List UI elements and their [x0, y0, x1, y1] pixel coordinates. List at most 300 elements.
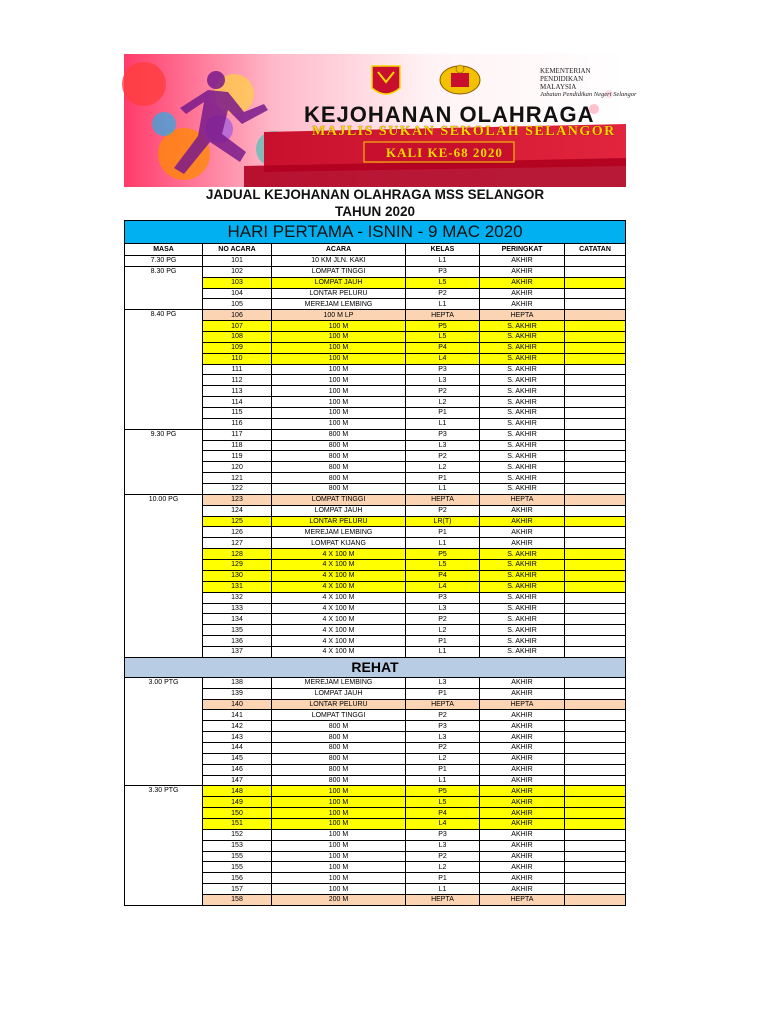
notes-cell — [565, 840, 626, 851]
notes-cell — [565, 462, 626, 473]
event-number-cell: 106 — [203, 310, 272, 321]
event-number-cell: 129 — [203, 560, 272, 571]
stage-cell: AKHIR — [480, 732, 565, 743]
event-number-cell: 123 — [203, 494, 272, 505]
stage-cell: S. AKHIR — [480, 408, 565, 419]
stage-cell: S. AKHIR — [480, 342, 565, 353]
event-number-cell: 127 — [203, 538, 272, 549]
stage-cell: S. AKHIR — [480, 451, 565, 462]
notes-cell — [565, 516, 626, 527]
col-kelas: KELAS — [406, 244, 480, 256]
class-cell: L1 — [406, 884, 480, 895]
event-number-cell: 155 — [203, 862, 272, 873]
stage-cell: AKHIR — [480, 742, 565, 753]
class-cell: L2 — [406, 397, 480, 408]
event-number-cell: 101 — [203, 256, 272, 267]
event-number-cell: 133 — [203, 603, 272, 614]
event-number-cell: 131 — [203, 581, 272, 592]
table-row — [125, 677, 626, 688]
event-number-cell: 115 — [203, 408, 272, 419]
notes-cell — [565, 538, 626, 549]
stage-cell: S. AKHIR — [480, 386, 565, 397]
event-name-cell: LONTAR PELURU — [272, 516, 406, 527]
notes-cell — [565, 256, 626, 267]
stage-cell: AKHIR — [480, 288, 565, 299]
event-number-cell: 155 — [203, 851, 272, 862]
event-name-cell: LOMPAT TINGGI — [272, 266, 406, 277]
table-row — [125, 310, 626, 321]
event-number-cell: 158 — [203, 894, 272, 905]
break-label: REHAT — [125, 657, 626, 677]
notes-cell — [565, 451, 626, 462]
stage-cell: AKHIR — [480, 764, 565, 775]
stage-cell: HEPTA — [480, 894, 565, 905]
notes-cell — [565, 753, 626, 764]
notes-cell — [565, 386, 626, 397]
banner-edition: KALI KE-68 2020 — [386, 145, 503, 160]
class-cell: P5 — [406, 549, 480, 560]
notes-cell — [565, 829, 626, 840]
event-number-cell: 135 — [203, 625, 272, 636]
notes-cell — [565, 494, 626, 505]
event-number-cell: 125 — [203, 516, 272, 527]
stage-cell: AKHIR — [480, 527, 565, 538]
class-cell: L1 — [406, 299, 480, 310]
event-name-cell: 4 X 100 M — [272, 560, 406, 571]
class-cell: L4 — [406, 353, 480, 364]
class-cell: L1 — [406, 775, 480, 786]
stage-cell: AKHIR — [480, 873, 565, 884]
event-name-cell: LOMPAT JAUH — [272, 688, 406, 699]
ministry-dept: Jabatan Pendidikan Negeri Selangor — [540, 91, 637, 98]
event-name-cell: 100 M — [272, 321, 406, 332]
notes-cell — [565, 818, 626, 829]
event-name-cell: 100 M — [272, 840, 406, 851]
ministry-line: KEMENTERIAN — [540, 67, 591, 75]
event-name-cell: 800 M — [272, 473, 406, 484]
event-number-cell: 108 — [203, 332, 272, 343]
document-title: JADUAL KEJOHANAN OLAHRAGA MSS SELANGOR — [205, 187, 545, 202]
stage-cell: S. AKHIR — [480, 614, 565, 625]
stage-cell: AKHIR — [480, 818, 565, 829]
class-cell: L2 — [406, 753, 480, 764]
event-name-cell: 100 M — [272, 375, 406, 386]
event-number-cell: 140 — [203, 699, 272, 710]
notes-cell — [565, 592, 626, 603]
class-cell: P4 — [406, 808, 480, 819]
class-cell: L5 — [406, 277, 480, 288]
notes-cell — [565, 440, 626, 451]
event-number-cell: 144 — [203, 742, 272, 753]
event-number-cell: 153 — [203, 840, 272, 851]
stage-cell: AKHIR — [480, 710, 565, 721]
class-cell: P2 — [406, 710, 480, 721]
mss-logo — [372, 66, 400, 94]
stage-cell: AKHIR — [480, 808, 565, 819]
stage-cell: S. AKHIR — [480, 353, 565, 364]
class-cell: P2 — [406, 505, 480, 516]
stage-cell: AKHIR — [480, 277, 565, 288]
event-name-cell: 100 M — [272, 786, 406, 797]
event-number-cell: 126 — [203, 527, 272, 538]
event-number-cell: 118 — [203, 440, 272, 451]
class-cell: P1 — [406, 636, 480, 647]
notes-cell — [565, 418, 626, 429]
class-cell: L3 — [406, 440, 480, 451]
event-number-cell: 152 — [203, 829, 272, 840]
event-banner — [124, 54, 637, 187]
notes-cell — [565, 299, 626, 310]
notes-cell — [565, 603, 626, 614]
class-cell: L3 — [406, 732, 480, 743]
class-cell: P3 — [406, 364, 480, 375]
notes-cell — [565, 732, 626, 743]
time-cell: 10.00 PG — [125, 494, 203, 657]
event-name-cell: LOMPAT TINGGI — [272, 710, 406, 721]
class-cell: L5 — [406, 797, 480, 808]
event-name-cell: 100 M — [272, 808, 406, 819]
class-cell: P1 — [406, 764, 480, 775]
event-name-cell: 200 M — [272, 894, 406, 905]
notes-cell — [565, 710, 626, 721]
class-cell: P3 — [406, 721, 480, 732]
notes-cell — [565, 699, 626, 710]
notes-cell — [565, 851, 626, 862]
event-name-cell: LONTAR PELURU — [272, 699, 406, 710]
event-name-cell: 100 M — [272, 386, 406, 397]
banner-subtitle: MAJLIS SUKAN SEKOLAH SELANGOR — [312, 124, 616, 139]
notes-cell — [565, 332, 626, 343]
class-cell: P4 — [406, 342, 480, 353]
notes-cell — [565, 397, 626, 408]
class-cell: P3 — [406, 592, 480, 603]
event-name-cell: 4 X 100 M — [272, 549, 406, 560]
stage-cell: S. AKHIR — [480, 321, 565, 332]
notes-cell — [565, 775, 626, 786]
class-cell: HEPTA — [406, 894, 480, 905]
column-header-row — [125, 244, 626, 256]
event-name-cell: 100 M — [272, 873, 406, 884]
class-cell: P2 — [406, 851, 480, 862]
class-cell: L3 — [406, 840, 480, 851]
event-name-cell: 4 X 100 M — [272, 581, 406, 592]
event-number-cell: 105 — [203, 299, 272, 310]
stage-cell: S. AKHIR — [480, 429, 565, 440]
event-name-cell: 4 X 100 M — [272, 614, 406, 625]
day-header-row — [125, 221, 626, 244]
class-cell: L1 — [406, 484, 480, 495]
notes-cell — [565, 570, 626, 581]
event-name-cell: 100 M — [272, 332, 406, 343]
notes-cell — [565, 277, 626, 288]
notes-cell — [565, 505, 626, 516]
class-cell: L2 — [406, 462, 480, 473]
class-cell: P5 — [406, 786, 480, 797]
stage-cell: AKHIR — [480, 688, 565, 699]
stage-cell: S. AKHIR — [480, 625, 565, 636]
event-number-cell: 128 — [203, 549, 272, 560]
class-cell: L1 — [406, 646, 480, 657]
notes-cell — [565, 742, 626, 753]
table-row — [125, 429, 626, 440]
event-number-cell: 137 — [203, 646, 272, 657]
stage-cell: S. AKHIR — [480, 462, 565, 473]
notes-cell — [565, 310, 626, 321]
notes-cell — [565, 797, 626, 808]
event-name-cell: 100 M — [272, 353, 406, 364]
event-number-cell: 109 — [203, 342, 272, 353]
stage-cell: AKHIR — [480, 851, 565, 862]
class-cell: P3 — [406, 829, 480, 840]
stage-cell: S. AKHIR — [480, 484, 565, 495]
ministry-line: PENDIDIKAN — [540, 75, 584, 83]
event-name-cell: 4 X 100 M — [272, 646, 406, 657]
stage-cell: S. AKHIR — [480, 418, 565, 429]
event-name-cell: 800 M — [272, 429, 406, 440]
class-cell: L4 — [406, 581, 480, 592]
event-name-cell: 800 M — [272, 753, 406, 764]
class-cell: P1 — [406, 473, 480, 484]
event-name-cell: 800 M — [272, 732, 406, 743]
class-cell: P2 — [406, 742, 480, 753]
stage-cell: S. AKHIR — [480, 581, 565, 592]
stage-cell: AKHIR — [480, 840, 565, 851]
event-number-cell: 122 — [203, 484, 272, 495]
class-cell: L1 — [406, 256, 480, 267]
stage-cell: S. AKHIR — [480, 332, 565, 343]
event-name-cell: 4 X 100 M — [272, 592, 406, 603]
event-name-cell: 4 X 100 M — [272, 603, 406, 614]
stage-cell: S. AKHIR — [480, 570, 565, 581]
event-number-cell: 121 — [203, 473, 272, 484]
event-name-cell: 800 M — [272, 775, 406, 786]
class-cell: L1 — [406, 418, 480, 429]
event-number-cell: 143 — [203, 732, 272, 743]
class-cell: P2 — [406, 288, 480, 299]
class-cell: P1 — [406, 408, 480, 419]
stage-cell: S. AKHIR — [480, 364, 565, 375]
stage-cell: S. AKHIR — [480, 549, 565, 560]
stage-cell: AKHIR — [480, 829, 565, 840]
notes-cell — [565, 614, 626, 625]
notes-cell — [565, 894, 626, 905]
event-number-cell: 149 — [203, 797, 272, 808]
event-number-cell: 147 — [203, 775, 272, 786]
event-number-cell: 107 — [203, 321, 272, 332]
event-name-cell: 100 M — [272, 818, 406, 829]
event-name-cell: 800 M — [272, 764, 406, 775]
notes-cell — [565, 581, 626, 592]
stage-cell: S. AKHIR — [480, 603, 565, 614]
stage-cell: AKHIR — [480, 862, 565, 873]
notes-cell — [565, 625, 626, 636]
stage-cell: AKHIR — [480, 797, 565, 808]
event-number-cell: 136 — [203, 636, 272, 647]
notes-cell — [565, 688, 626, 699]
event-number-cell: 114 — [203, 397, 272, 408]
col-peringkat: PERINGKAT — [480, 244, 565, 256]
class-cell: L4 — [406, 818, 480, 829]
event-name-cell: 4 X 100 M — [272, 625, 406, 636]
event-number-cell: 112 — [203, 375, 272, 386]
event-name-cell: 100 M — [272, 862, 406, 873]
stage-cell: S. AKHIR — [480, 473, 565, 484]
class-cell: LR(T) — [406, 516, 480, 527]
stage-cell: HEPTA — [480, 310, 565, 321]
notes-cell — [565, 266, 626, 277]
event-number-cell: 117 — [203, 429, 272, 440]
event-name-cell: 100 M — [272, 851, 406, 862]
notes-cell — [565, 321, 626, 332]
notes-cell — [565, 484, 626, 495]
event-number-cell: 139 — [203, 688, 272, 699]
stage-cell: AKHIR — [480, 884, 565, 895]
class-cell: P5 — [406, 321, 480, 332]
event-name-cell: 100 M — [272, 408, 406, 419]
class-cell: P2 — [406, 386, 480, 397]
event-number-cell: 157 — [203, 884, 272, 895]
class-cell: P1 — [406, 873, 480, 884]
col-catatan: CATATAN — [565, 244, 626, 256]
time-cell: 8.30 PG — [125, 266, 203, 309]
notes-cell — [565, 873, 626, 884]
time-cell: 8.40 PG — [125, 310, 203, 429]
col-acara: ACARA — [272, 244, 406, 256]
table-row — [125, 266, 626, 277]
stage-cell: AKHIR — [480, 786, 565, 797]
stage-cell: AKHIR — [480, 775, 565, 786]
notes-cell — [565, 288, 626, 299]
stage-cell: AKHIR — [480, 516, 565, 527]
class-cell: L3 — [406, 677, 480, 688]
event-name-cell: 800 M — [272, 462, 406, 473]
table-row — [125, 494, 626, 505]
notes-cell — [565, 375, 626, 386]
time-cell: 3.30 PTG — [125, 786, 203, 905]
event-number-cell: 156 — [203, 873, 272, 884]
event-number-cell: 134 — [203, 614, 272, 625]
class-cell: L2 — [406, 625, 480, 636]
notes-cell — [565, 429, 626, 440]
notes-cell — [565, 527, 626, 538]
event-name-cell: 800 M — [272, 484, 406, 495]
event-name-cell: 100 M — [272, 418, 406, 429]
class-cell: P2 — [406, 451, 480, 462]
event-name-cell: 100 M LP — [272, 310, 406, 321]
stage-cell: S. AKHIR — [480, 397, 565, 408]
class-cell: P3 — [406, 429, 480, 440]
event-number-cell: 120 — [203, 462, 272, 473]
event-name-cell: 800 M — [272, 742, 406, 753]
stage-cell: AKHIR — [480, 256, 565, 267]
notes-cell — [565, 721, 626, 732]
event-number-cell: 116 — [203, 418, 272, 429]
class-cell: HEPTA — [406, 494, 480, 505]
stage-cell: AKHIR — [480, 266, 565, 277]
notes-cell — [565, 808, 626, 819]
event-name-cell: 100 M — [272, 364, 406, 375]
event-name-cell: 800 M — [272, 721, 406, 732]
event-number-cell: 103 — [203, 277, 272, 288]
class-cell: L3 — [406, 375, 480, 386]
notes-cell — [565, 560, 626, 571]
event-name-cell: LOMPAT JAUH — [272, 277, 406, 288]
col-masa: MASA — [125, 244, 203, 256]
stage-cell: AKHIR — [480, 721, 565, 732]
class-cell: HEPTA — [406, 310, 480, 321]
event-number-cell: 111 — [203, 364, 272, 375]
notes-cell — [565, 408, 626, 419]
notes-cell — [565, 862, 626, 873]
stage-cell: AKHIR — [480, 299, 565, 310]
stage-cell: AKHIR — [480, 753, 565, 764]
stage-cell: AKHIR — [480, 538, 565, 549]
notes-cell — [565, 364, 626, 375]
event-name-cell: LOMPAT KIJANG — [272, 538, 406, 549]
event-name-cell: 800 M — [272, 451, 406, 462]
event-number-cell: 141 — [203, 710, 272, 721]
event-name-cell: MEREJAM LEMBING — [272, 677, 406, 688]
stage-cell: AKHIR — [480, 677, 565, 688]
stage-cell: S. AKHIR — [480, 636, 565, 647]
stage-cell: S. AKHIR — [480, 375, 565, 386]
notes-cell — [565, 884, 626, 895]
event-number-cell: 124 — [203, 505, 272, 516]
class-cell: L1 — [406, 538, 480, 549]
schedule-table — [124, 220, 626, 906]
notes-cell — [565, 342, 626, 353]
class-cell: P1 — [406, 688, 480, 699]
event-name-cell: 100 M — [272, 397, 406, 408]
ministry-line: MALAYSIA — [540, 83, 577, 91]
stage-cell: HEPTA — [480, 494, 565, 505]
notes-cell — [565, 473, 626, 484]
event-name-cell: LONTAR PELURU — [272, 288, 406, 299]
event-number-cell: 102 — [203, 266, 272, 277]
class-cell: P1 — [406, 527, 480, 538]
event-name-cell: 100 M — [272, 884, 406, 895]
table-row — [125, 786, 626, 797]
notes-cell — [565, 549, 626, 560]
event-name-cell: LOMPAT TINGGI — [272, 494, 406, 505]
stage-cell: HEPTA — [480, 699, 565, 710]
event-number-cell: 145 — [203, 753, 272, 764]
class-cell: P2 — [406, 614, 480, 625]
event-number-cell: 104 — [203, 288, 272, 299]
event-number-cell: 146 — [203, 764, 272, 775]
event-number-cell: 113 — [203, 386, 272, 397]
class-cell: L3 — [406, 603, 480, 614]
day-title: HARI PERTAMA - ISNIN - 9 MAC 2020 — [125, 221, 626, 244]
time-cell: 7.30 PG — [125, 256, 203, 267]
stage-cell: S. AKHIR — [480, 560, 565, 571]
stage-cell: AKHIR — [480, 505, 565, 516]
time-cell: 3.00 PTG — [125, 677, 203, 786]
event-name-cell: MEREJAM LEMBING — [272, 299, 406, 310]
event-number-cell: 130 — [203, 570, 272, 581]
event-number-cell: 148 — [203, 786, 272, 797]
banner-title: KEJOHANAN OLAHRAGA — [304, 102, 595, 127]
class-cell: HEPTA — [406, 699, 480, 710]
event-name-cell: 100 M — [272, 797, 406, 808]
event-name-cell: MEREJAM LEMBING — [272, 527, 406, 538]
time-cell: 9.30 PG — [125, 429, 203, 494]
event-name-cell: 100 M — [272, 342, 406, 353]
class-cell: L2 — [406, 862, 480, 873]
event-name-cell: 4 X 100 M — [272, 636, 406, 647]
col-no-acara: NO ACARA — [203, 244, 272, 256]
ministry-name — [540, 67, 637, 99]
